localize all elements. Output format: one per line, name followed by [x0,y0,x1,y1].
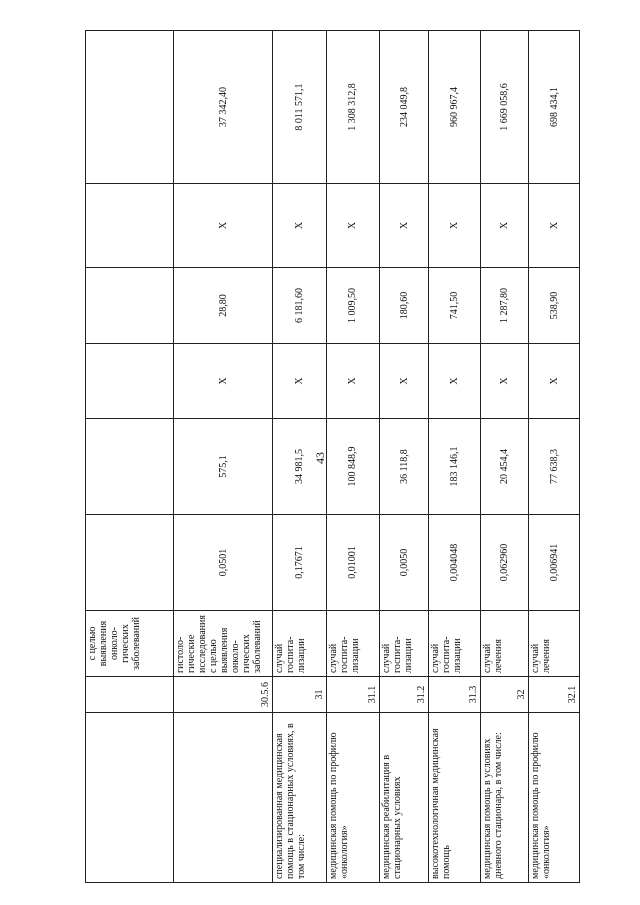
norm-value: 0,0501 [174,515,272,611]
per-capita-value: 741,50 [428,268,480,344]
row-code: 32.1 [529,677,580,713]
not-applicable-mark: X [380,344,429,419]
unit-of-measure: случай лечения [480,611,529,677]
row-code: 31 [272,677,326,713]
total-cost-value: 1 669 058,6 [480,31,529,184]
not-applicable-mark [86,344,174,419]
not-applicable-mark: X [380,184,429,268]
per-capita-value: 1 009,50 [326,268,380,344]
not-applicable-mark: X [428,184,480,268]
not-applicable-mark [86,184,174,268]
unit-cost [86,419,174,515]
not-applicable-mark: X [529,184,580,268]
norm-value [86,515,174,611]
unit-of-measure: с целью выявления онколо-гических заболеваний [86,611,174,677]
row-code: 31.3 [428,677,480,713]
not-applicable-mark: X [428,344,480,419]
table-row [174,31,272,883]
table-row [428,31,480,883]
table-row [86,31,174,883]
tariff-table [85,30,580,883]
unit-cost: 20 454,4 [480,419,529,515]
row-label [174,713,272,883]
unit-of-measure: гистоло-гические исследования с целью выявления онколо-гических заболеваний [174,611,272,677]
row-label: специализированная медицинская помощь в стационарных условиях, в том числе: [272,713,326,883]
row-label: медицинская реабилитация в стационарных условиях [380,713,429,883]
row-code: 31.2 [380,677,429,713]
table-row [480,31,529,883]
unit-of-measure: случай госпита-лизации [428,611,480,677]
unit-cost: 183 146,1 [428,419,480,515]
per-capita-value: 1 287,80 [480,268,529,344]
table-row [380,31,429,883]
table-row [272,31,326,883]
norm-value: 0,062960 [480,515,529,611]
unit-cost: 100 848,9 [326,419,380,515]
tariff-table-region [85,31,580,883]
unit-of-measure: случай госпита-лизации [272,611,326,677]
not-applicable-mark: X [174,184,272,268]
row-code [86,677,174,713]
per-capita-value: 538,90 [529,268,580,344]
not-applicable-mark: X [326,344,380,419]
not-applicable-mark: X [480,344,529,419]
row-code: 32 [480,677,529,713]
norm-value: 0,0050 [380,515,429,611]
not-applicable-mark: X [174,344,272,419]
norm-value: 0,17671 [272,515,326,611]
total-cost-value [86,31,174,184]
page-number: 43 [313,452,327,464]
norm-value: 0,006941 [529,515,580,611]
total-cost-value: 1 308 312,8 [326,31,380,184]
unit-cost: 77 638,3 [529,419,580,515]
row-label [86,713,174,883]
per-capita-value: 6 181,60 [272,268,326,344]
row-label: медицинская помощь в условиях дневного стационара, в том числе: [480,713,529,883]
row-label: высокотехнологичная медицинская помощь [428,713,480,883]
total-cost-value: 234 049,8 [380,31,429,184]
table-row [326,31,380,883]
unit-cost: 34 981,5 [272,419,326,515]
unit-of-measure: случай госпита-лизации [380,611,429,677]
row-code: 30.5.6 [174,677,272,713]
unit-of-measure: случай госпита-лизации [326,611,380,677]
not-applicable-mark: X [529,344,580,419]
row-label: медицинская помощь по профилю «онкология» [326,713,380,883]
total-cost-value: 960 967,4 [428,31,480,184]
unit-cost: 575,1 [174,419,272,515]
total-cost-value: 698 434,1 [529,31,580,184]
not-applicable-mark: X [272,184,326,268]
not-applicable-mark: X [326,184,380,268]
not-applicable-mark: X [480,184,529,268]
unit-cost: 36 118,8 [380,419,429,515]
per-capita-value: 180,60 [380,268,429,344]
norm-value: 0,004048 [428,515,480,611]
norm-value: 0,01001 [326,515,380,611]
row-code: 31.1 [326,677,380,713]
table-row [529,31,580,883]
unit-of-measure: случай лечения [529,611,580,677]
row-label: медицинская помощь по профилю «онкология» [529,713,580,883]
not-applicable-mark: X [272,344,326,419]
per-capita-value: 28,80 [174,268,272,344]
per-capita-value [86,268,174,344]
total-cost-value: 37 342,40 [174,31,272,184]
total-cost-value: 8 011 571,1 [272,31,326,184]
